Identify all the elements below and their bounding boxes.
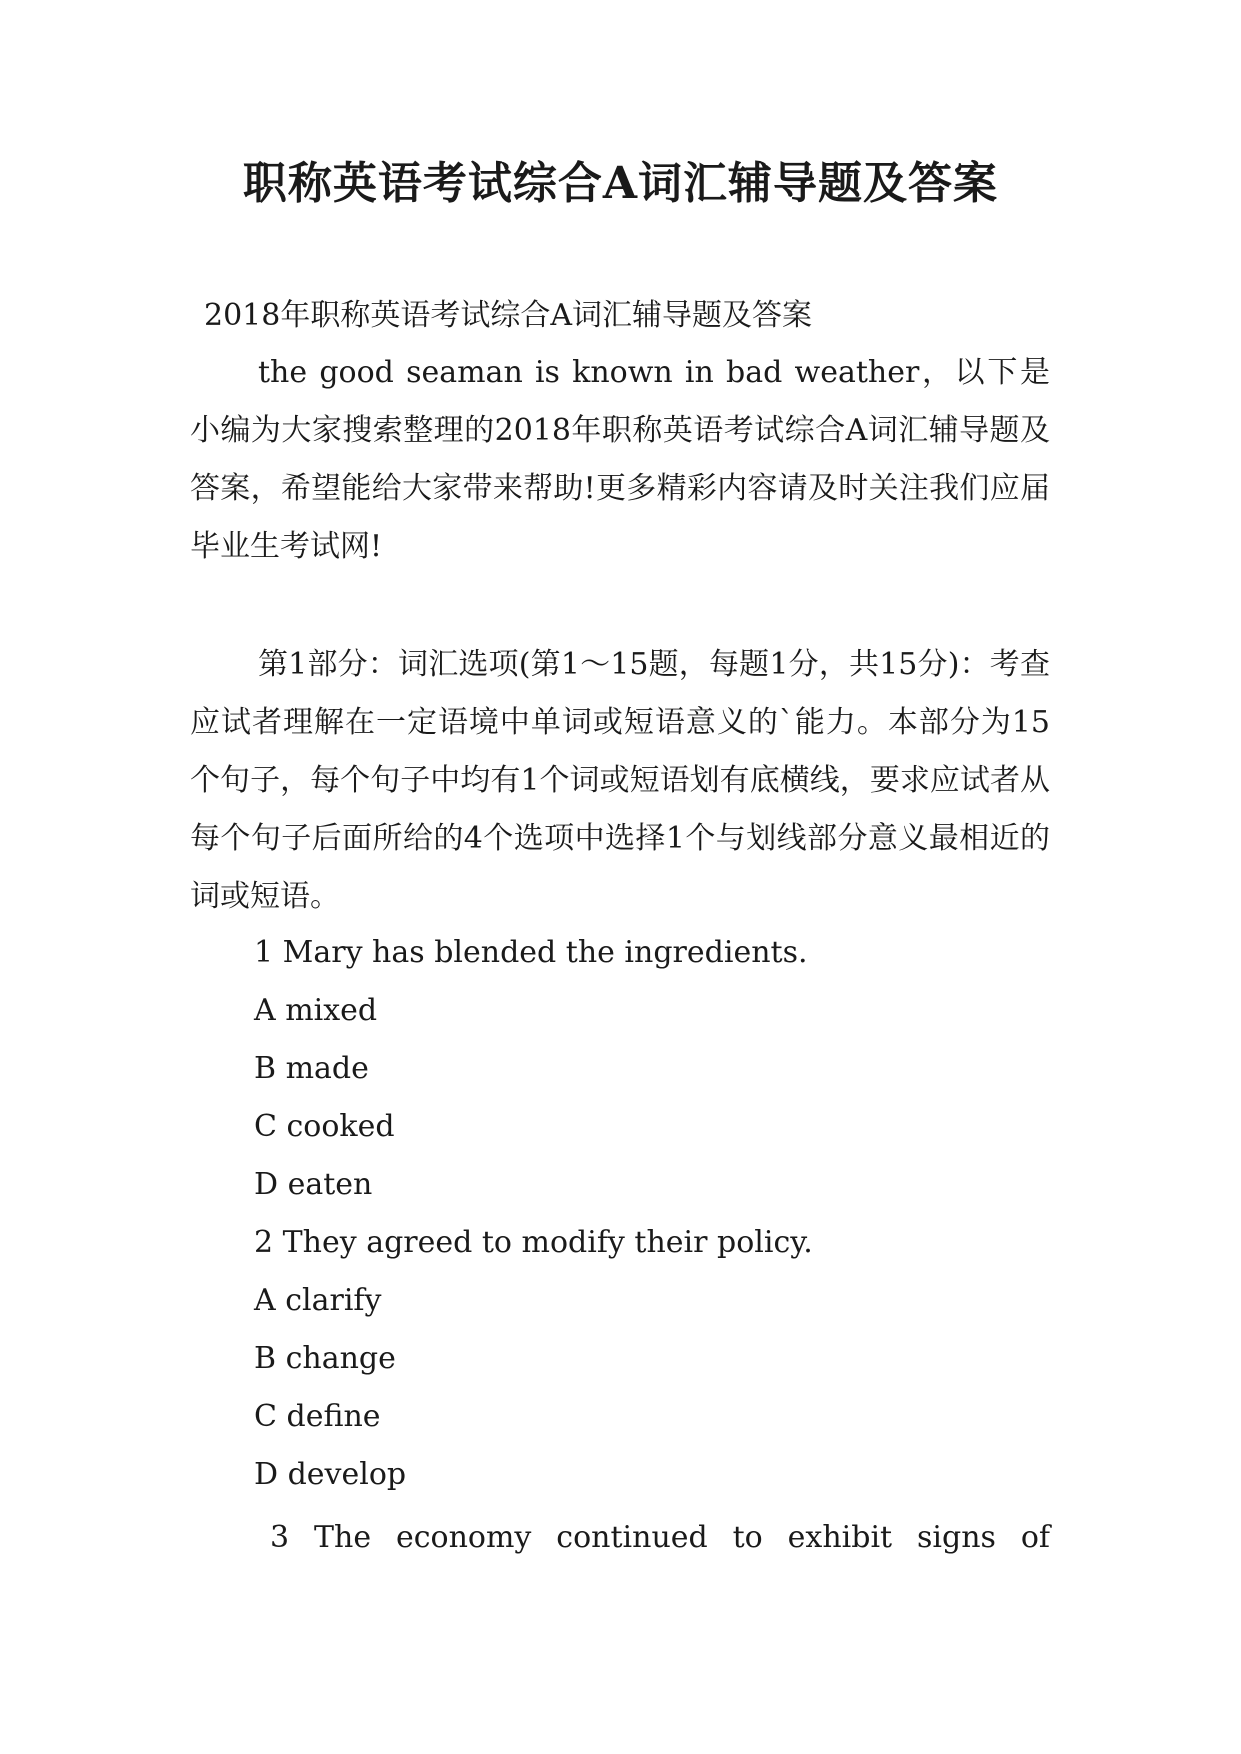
question-1-option-b: B made (254, 1051, 369, 1086)
question-1-option-c: C cooked (254, 1109, 395, 1144)
question-2-option-b: B change (254, 1341, 396, 1376)
question-3-stem: 3 The economy continued to exhibit signs of (270, 1520, 1050, 1555)
section-intro-paragraph: 第1部分：词汇选项(第1～15题，每题1分，共15分)：考查应试者理解在一定语境中单词或短语意义的`能力。本部分为15个句子，每个句子中均有1个词或短语划有底横线，要求应试者从每个句子后面所给的4个选项中选择1个与划线部分意义最相近的词或短语。 (190, 647, 1050, 914)
question-2-option-c: C define (254, 1399, 381, 1434)
question-2-option-a: A clarify (254, 1283, 382, 1318)
intro-paragraph: the good seaman is known in bad weather，以下是小编为大家搜索整理的2018年职称英语考试综合A词汇辅导题及答案，希望能给大家带来帮助!更多精彩内容请及时关注我们应届毕业生考试网! (190, 355, 1050, 564)
document-subtitle: 2018年职称英语考试综合A词汇辅导题及答案 (204, 298, 813, 333)
question-1-option-a: A mixed (254, 993, 378, 1028)
question-1-stem: 1 Mary has blended the ingredients. (254, 935, 808, 970)
document-title: 职称英语考试综合A词汇辅导题及答案 (242, 158, 999, 209)
question-2-option-d: D develop (254, 1457, 407, 1492)
question-1-option-d: D eaten (254, 1167, 373, 1202)
question-2-stem: 2 They agreed to modify their policy. (254, 1225, 813, 1260)
